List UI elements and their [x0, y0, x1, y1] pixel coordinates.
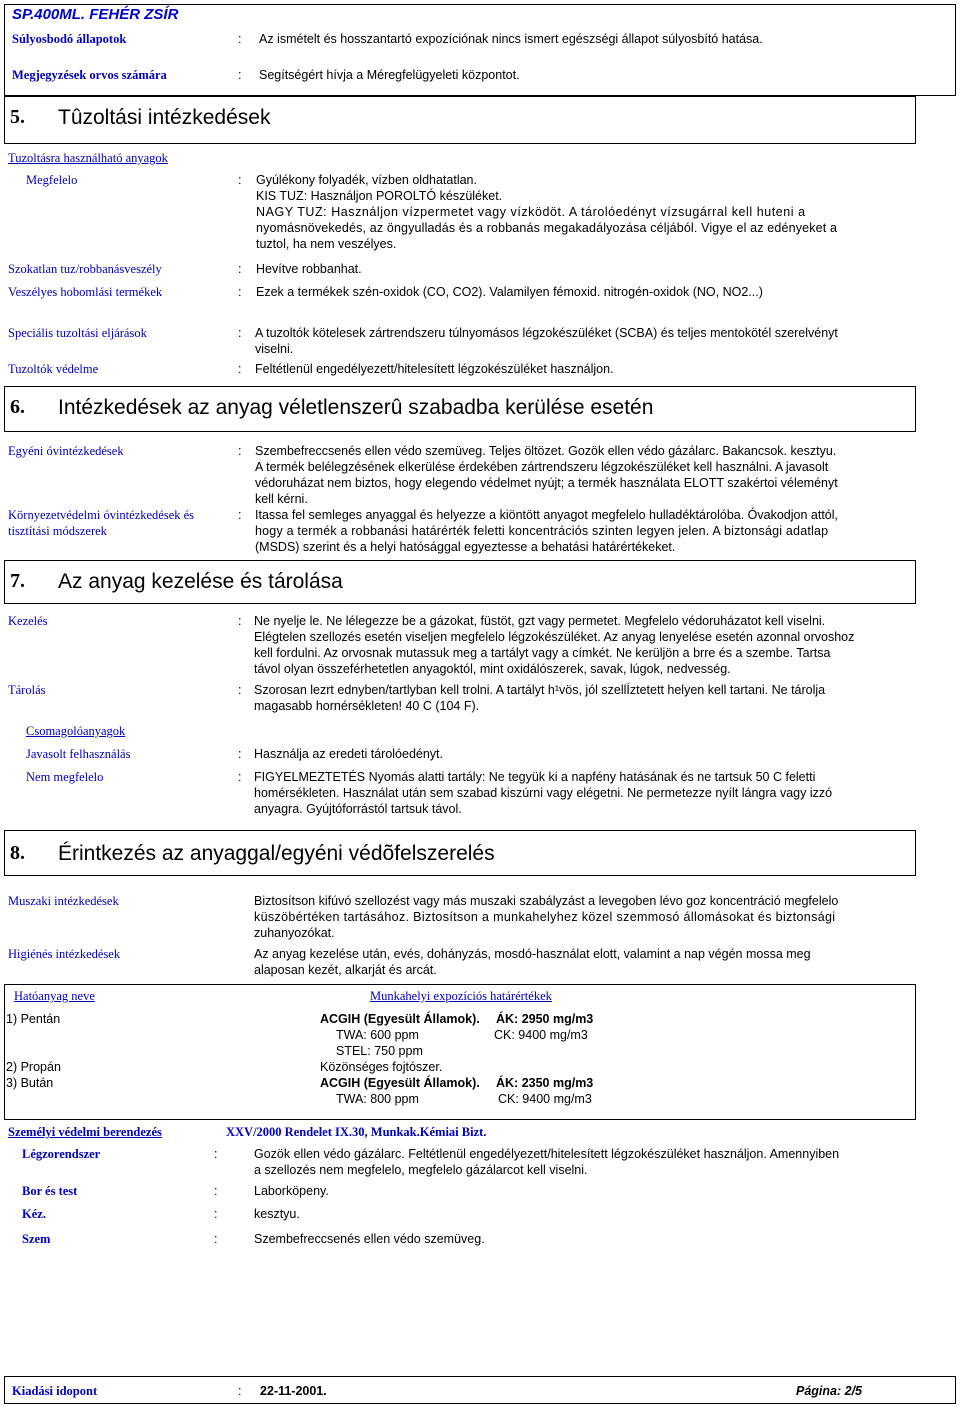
colon: :: [238, 285, 242, 299]
s8-text-engineering: Biztosítson kifúvó szellozést vagy más muszaki szabályzást a levegoben lévo goz koncentráció megfelelo küszöbértéken tartásához. Biztosítson a munkahelyhez közel szemmosó állomásokat és biztonsági zuhanyozókat.: [254, 894, 839, 940]
colon: :: [238, 68, 242, 82]
table-row-pentane-name: 1) Pentán: [6, 1012, 61, 1026]
colon: :: [238, 326, 242, 340]
s6-label-personal-precautions: Egyéni óvintézkedések: [8, 444, 124, 458]
colon: :: [238, 683, 242, 697]
exposure-table-box: [4, 984, 916, 1120]
colon: :: [214, 1147, 218, 1161]
footer-label-issue-date: Kiadási idopont: [12, 1384, 98, 1398]
ppe-text-skin-body: Laborköpeny.: [254, 1184, 329, 1198]
s8-label-hygiene: Higiénés intézkedések: [8, 947, 121, 961]
ppe-label-eyes: Szem: [22, 1232, 51, 1246]
section-8-number: 8.: [10, 842, 25, 864]
colon: :: [214, 1232, 218, 1246]
s6-text-personal-precautions: Szembefreccsenés ellen védo szemüveg. Teljes öltözet. Gozök ellen védo gázálarc. Bakancsok. kesztyu. A termék belélegzésének elkerülése érdekében zártrendszeru légzokészüléket kell használni. A javasolt védoruházat nem biztos, hogy elegendo védelmet nyújt; a termék használata ELOTT szakértoi véleményt kell kérni.: [255, 444, 838, 506]
table-header-substance: Hatóanyag neve: [14, 989, 95, 1003]
s5-text-hazardous-decomp: Ezek a termékek szén-oxidok (CO, CO2). Valamilyen fémoxid. nitrogén-oxidok (NO, NO2...): [256, 285, 763, 299]
header-title: SP.400ML. FEHÉR ZSÍR: [12, 6, 179, 23]
table-row-pentane-ck: CK: 9400 mg/m3: [494, 1028, 588, 1042]
s5-label-firefighter-protection: Tuzoltók védelme: [8, 362, 99, 376]
colon: :: [238, 173, 242, 187]
colon: :: [238, 362, 242, 376]
s5-label-hazardous-decomp: Veszélyes hobomlási termékek: [8, 285, 163, 299]
ppe-regulation: XXV/2000 Rendelet IX.30, Munkak.Kémiai Bizt.: [226, 1125, 487, 1139]
colon: :: [238, 770, 242, 784]
table-row-propane-source: Közönséges fojtószer.: [320, 1060, 443, 1074]
s5-subheading: Tuzoltásra használható anyagok: [8, 151, 168, 165]
ppe-label-respiratory: Légzorendszer: [22, 1147, 101, 1161]
table-row-butane-twa: TWA: 800 ppm: [336, 1092, 419, 1106]
s5-text-suitable: Gyúlékony folyadék, vízben oldhatatlan. KIS TUZ: Használjon POROLTÓ készüléket. NAGY TUZ: Használjon vízpermetet vagy vízködöt. A tárolóedényt vízsugárral kell huteni a nyomásnövekedés, az öngyulladás és a robbanás megakadályozása céljából. Vigye el az edényeket a tuztol, ha nem veszélyes.: [256, 173, 838, 251]
colon: :: [214, 1184, 218, 1198]
table-row-butane-name: 3) Bután: [6, 1076, 54, 1090]
colon: :: [214, 1207, 218, 1221]
colon: :: [238, 747, 242, 761]
table-row-butane-source: ACGIH (Egyesült Államok).: [320, 1076, 480, 1090]
s7-text-storage: Szorosan lezrt ednyben/tartlyban kell trolni. A tartályt h¹vös, jól szellÍztetett helyen kell tartani. Ne tárolja magasabb hornérsékleten! 40 C (104 F).: [254, 683, 826, 713]
section-6-number: 6.: [10, 396, 25, 418]
section-8-title: Érintkezés az anyaggal/egyéni védõfelszerelés: [58, 842, 495, 865]
table-row-butane-ck: CK: 9400 mg/m3: [498, 1092, 592, 1106]
s7-label-recommended-use: Javasolt felhasználás: [26, 747, 131, 761]
label-aggravated-conditions: Súlyosbodó állapotok: [12, 32, 127, 46]
s5-text-firefighter-protection: Feltétlenül engedélyezett/hitelesített légzokészüléket használjon.: [255, 362, 614, 376]
ppe-text-respiratory: Gozök ellen védo gázálarc. Feltétlenül engedélyezett/hitelesített légzokészüléket használjon. Amennyiben a szellozés nem megfelelo, megfelelo gázálarcot kell viselni.: [254, 1147, 840, 1177]
table-row-pentane-ak: ÁK: 2950 mg/m3: [496, 1012, 594, 1026]
s7-packaging-title: Csomagolóanyagok: [26, 724, 126, 738]
s7-label-storage: Tárolás: [8, 683, 46, 697]
s6-text-environmental: Itassa fel semleges anyaggal és helyezze a kiöntött anyagot megfelelo hulladéktárolóba. Óvakodjon attól, hogy a termék a robbanási határérték feletti koncentrációs szinten legyen jelen. A biztonsági adatlap (MSDS) szerint és a helyi hatósággal egyeztesse a behatási határértékeket.: [255, 508, 839, 554]
s7-text-recommended-use: Használja az eredeti tárolóedényt.: [254, 747, 444, 761]
text-aggravated-conditions: Az ismételt és hosszantartó expozíciónak nincs ismert egészségi állapot súlyosbító hatása.: [259, 32, 763, 46]
table-row-pentane-twa: TWA: 600 ppm: [336, 1028, 419, 1042]
s5-text-unusual-fire: Hevítve robbanhat.: [256, 262, 362, 276]
colon: :: [238, 614, 242, 628]
s6-label-environmental-2: tisztítási módszerek: [8, 524, 107, 538]
s5-label-special-procedures: Speciális tuzoltási eljárások: [8, 326, 147, 340]
s7-label-unsuitable: Nem megfelelo: [26, 770, 104, 784]
s8-text-hygiene: Az anyag kezelése után, evés, dohányzás, mosdó-használat elott, valamint a nap végén mossa meg alaposan kezét, alkarját és arcát.: [254, 947, 811, 977]
ppe-text-hands: kesztyu.: [254, 1207, 300, 1221]
table-row-pentane-source: ACGIH (Egyesült Államok).: [320, 1012, 480, 1026]
s8-label-engineering: Muszaki intézkedések: [8, 894, 119, 908]
section-7-number: 7.: [10, 570, 25, 592]
footer-issue-date: 22-11-2001.: [260, 1384, 327, 1398]
table-header-limits: Munkahelyi expozíciós határértékek: [370, 989, 552, 1003]
ppe-text-eyes: Szembefreccsenés ellen védo szemüveg.: [254, 1232, 485, 1246]
label-notes-doctor: Megjegyzések orvos számára: [12, 68, 167, 82]
table-row-propane-name: 2) Propán: [6, 1060, 61, 1074]
colon: :: [238, 262, 242, 276]
s5-label-suitable: Megfelelo: [26, 173, 78, 187]
section-5-title: Tûzoltási intézkedések: [58, 106, 271, 129]
table-row-pentane-stel: STEL: 750 ppm: [336, 1044, 423, 1058]
s7-text-handling: Ne nyelje le. Ne lélegezze be a gázokat, füstöt, gzt vagy permetet. Megfelelo védoruházatot kell viselni. Elégtelen szellozés esetén viseljen megfelelo légzokészüléket. Az anyag lenyelése esetén azonnal orvoshoz kell fordulni. Az orvosnak mutassuk meg a tartályt vagy a címkét. Ne kerüljön a brre és a szembe. Tartsa távol olyan összeférhetetlen anyagoktól, mint oxidálószerek, savak, lúgok, nedvesség.: [254, 614, 855, 676]
text-notes-doctor: Segítségért hívja a Méregfelügyeleti központot.: [259, 68, 520, 82]
table-row-butane-ak: ÁK: 2350 mg/m3: [496, 1076, 594, 1090]
footer-page-number: Página: 2/5: [796, 1384, 862, 1398]
s7-label-handling: Kezelés: [8, 614, 48, 628]
s5-text-special-procedures: A tuzoltók kötelesek zártrendszeru túlnyomásos légzokészüléket (SCBA) és teljes mentokötél szerelvényt viselni.: [255, 326, 838, 356]
ppe-label-hands: Kéz.: [22, 1207, 46, 1221]
colon: :: [238, 32, 242, 46]
colon: :: [238, 444, 242, 458]
section-7-title: Az anyag kezelése és tárolása: [58, 570, 343, 593]
section-6-title: Intézkedések az anyag véletlenszerû szabadba kerülése esetén: [58, 396, 654, 419]
s6-label-environmental: Környezetvédelmi óvintézkedések és: [8, 508, 195, 522]
colon: :: [238, 1384, 242, 1398]
ppe-title: Személyi védelmi berendezés: [8, 1125, 162, 1139]
ppe-label-skin-body: Bor és test: [22, 1184, 78, 1198]
colon: :: [238, 508, 242, 522]
section-5-number: 5.: [10, 106, 25, 128]
s5-label-unusual-fire: Szokatlan tuz/robbanásveszély: [8, 262, 162, 276]
s7-text-unsuitable: FIGYELMEZTETÉS Nyomás alatti tartály: Ne tegyük ki a napfény hatásának és ne tartsuk 50 C feletti homérsékleten. Használat után sem szabad kiszúrni vagy elégetni. Ne permetezze nyílt lángra vagy izzó anyagra. Gyújtóforrástól tartsuk távol.: [254, 770, 833, 816]
